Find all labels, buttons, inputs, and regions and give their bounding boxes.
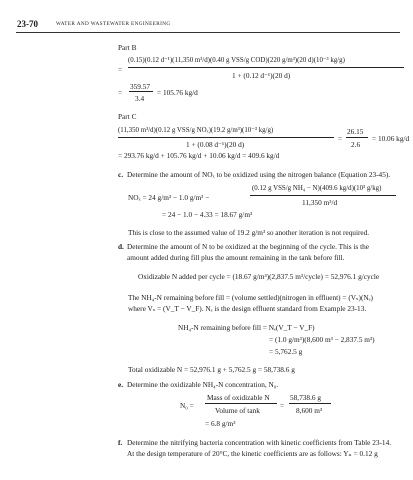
step-c-nox-denominator: 11,350 m³/d <box>302 198 338 207</box>
step-c-note: This is close to the assumed value of 19.2 g/m³ so another iteration is not required. <box>128 228 370 237</box>
step-e-n0-denominator: Volume of tank <box>215 406 260 415</box>
step-e-n0-numerator2: 58,738.6 g <box>290 393 322 402</box>
part-c-eq2: = 293.76 kg/d + 105.76 kg/d + 10.06 kg/d = 409.6 kg/d <box>118 151 280 160</box>
step-e-text: Determine the oxidizable NH₄-N concentration, N₀. <box>127 380 279 389</box>
step-e-n0-fraction-line2 <box>289 403 331 404</box>
part-b-eq2-equals: = <box>118 88 123 97</box>
part-c-eq1-denominator: 1 + (0.08 d⁻¹)(20 d) <box>186 140 245 149</box>
part-c-title: Part C <box>118 112 137 121</box>
part-c-eq1-fraction-line <box>118 137 334 138</box>
step-e-n0-lhs: N₀ = <box>180 401 194 410</box>
part-b-title: Part B <box>118 43 137 52</box>
part-c-eq1-mid-fraction-line <box>346 137 368 138</box>
step-f-line2: At the design temperature of 20°C, the kinetic coefficients are as follows: Yₙ = 0.12 g <box>127 449 378 458</box>
step-c-nox-fraction-line <box>250 195 396 196</box>
step-d-remain-line1: The NH₄-N remaining before fill = (volume settled)(nitrogen in effluent) = (Vₛ)(Nₑ) <box>128 293 373 302</box>
step-d-nh4-eq3: = 5,762.5 g <box>269 347 303 356</box>
step-d-remain-line2: where Vₛ = (V_T − V_F). Nₑ is the design effluent standard from Example 23-13. <box>128 304 367 313</box>
step-c-nox-lhs: NOₓ = 24 g/m³ − 1.0 g/m³ − <box>128 193 210 202</box>
part-b-eq2-denominator: 3.4 <box>135 94 145 103</box>
step-c-label: c. <box>118 170 124 179</box>
part-c-eq1-mid-numerator: 26.15 <box>347 127 364 136</box>
step-d-label: d. <box>118 242 124 251</box>
step-d-line1: Determine the amount of N to be oxidized at the beginning of the cycle. This is the <box>127 242 370 251</box>
part-c-eq1-mid-denominator: 2.6 <box>351 140 361 149</box>
step-e-label: e. <box>118 380 124 389</box>
step-e-n0-numerator: Mass of oxidizable N <box>207 393 270 402</box>
part-b-eq2-result: = 105.76 kg/d <box>157 88 198 97</box>
part-b-eq1-numerator: (0.15)(0.12 d⁻¹)(11,350 m³/d)(0.40 g VSS/g COD)(220 g/m³)(20 d)(10⁻³ kg/g) <box>128 57 345 64</box>
header-rule <box>16 32 400 33</box>
part-b-eq1-fraction-line <box>128 67 404 68</box>
step-c-text: Determine the amount of NOₓ to be oxidized using the nitrogen balance (Equation 23-45). <box>127 170 391 179</box>
part-b-eq2-fraction-line <box>129 91 153 92</box>
step-e-n0-denominator2: 8,600 m³ <box>296 406 323 415</box>
step-f-line1: Determine the nitrifying bacteria concentration with kinetic coefficients from Table 23-14. <box>127 438 392 447</box>
step-d-nh4-eq1: NH₄-N remaining before fill = Nₑ(V_T − V_F) <box>178 323 315 332</box>
part-b-eq1-denominator: 1 + (0.12 d⁻¹)(20 d) <box>232 71 291 80</box>
step-d-line2: amount added during fill plus the amount remaining in the tank before fill. <box>127 253 345 262</box>
part-c-eq1-result: = 10.06 kg/d <box>372 134 410 143</box>
step-f-label: f. <box>118 438 123 447</box>
part-c-eq1-mid-equals: = <box>338 134 343 143</box>
step-c-nox-result: = 24 − 1.0 − 4.33 = 18.67 g/m³ <box>162 210 253 219</box>
step-e-n0-result: = 6.8 g/m³ <box>205 419 236 428</box>
part-b-eq2-numerator: 359.57 <box>130 82 151 91</box>
step-e-n0-equals: = <box>280 401 285 410</box>
step-d-oxidizable-eq: Oxidizable N added per cycle = (18.67 g/m³)(2,837.5 m³/cycle) = 52,976.1 g/cycle <box>138 272 380 281</box>
step-e-n0-fraction-line <box>205 403 277 404</box>
part-c-eq1-numerator: (11,350 m³/d)(0.12 g VSS/g NOₓ)(19.2 g/m³)(10⁻³ kg/g) <box>118 127 274 134</box>
part-b-eq1-equals: = <box>118 65 123 74</box>
step-d-total: Total oxidizable N = 52,976.1 g + 5,762.5 g = 58,738.6 g <box>128 365 295 374</box>
step-c-nox-numerator: (0.12 g VSS/g NH₄ − N)(409.6 kg/d)(10³ g/kg) <box>252 185 382 192</box>
page-number: 23-70 <box>17 19 38 29</box>
running-title: WATER AND WASTEWATER ENGINEERING <box>56 21 171 27</box>
step-d-nh4-eq2: = (1.0 g/m³)(8,600 m³ − 2,837.5 m³) <box>269 335 375 344</box>
